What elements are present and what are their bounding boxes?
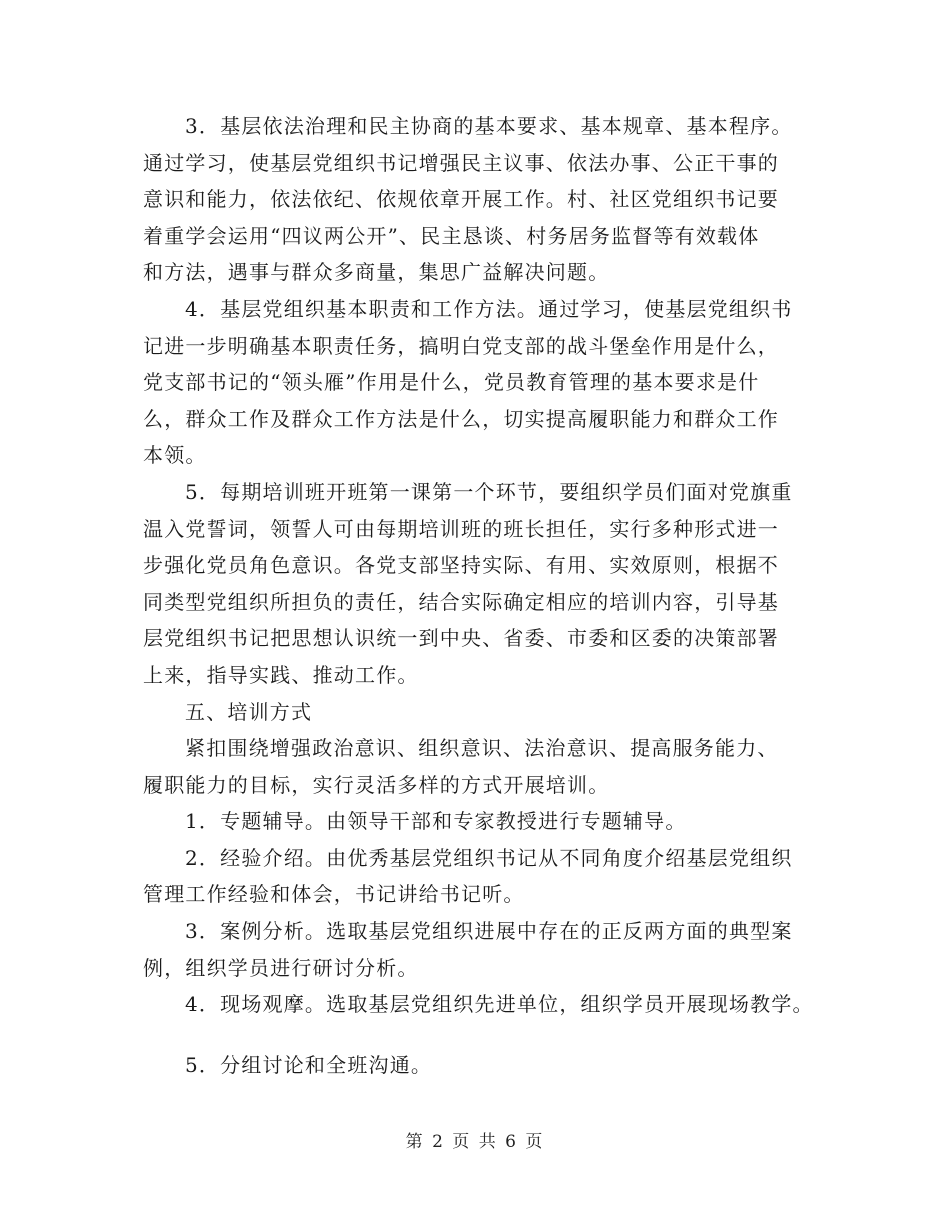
paragraph-line: 和方法，遇事与群众多商量，集思广益解决问题。: [143, 260, 610, 285]
paragraph-line: 例，组织学员进行研讨分析。: [143, 955, 419, 980]
paragraph-line: 上来，指导实践、推动工作。: [143, 662, 419, 687]
paragraph-line: 1．专题辅导。由领导干部和专家教授进行专题辅导。: [185, 809, 687, 834]
page-number-footer: 第 2 页 共 6 页: [405, 1132, 545, 1152]
paragraph-line: 本领。: [143, 443, 207, 468]
paragraph-line: 么，群众工作及群众工作方法是什么，切实提高履职能力和群众工作: [143, 406, 779, 431]
paragraph-line: 记进一步明确基本职责任务，搞明白党支部的战斗堡垒作用是什么，: [143, 333, 779, 358]
paragraph-line: 着重学会运用“四议两公开”、民主恳谈、村务居务监督等有效载体: [143, 223, 760, 248]
paragraph-line: 同类型党组织所担负的责任，结合实际确定相应的培训内容，引导基: [143, 589, 779, 614]
paragraph-line: 党支部书记的“领头雁”作用是什么，党员教育管理的基本要求是什: [143, 370, 760, 395]
blank-line: [143, 1023, 823, 1047]
paragraph-line: 温入党誓词，领誓人可由每期培训班的班长担任，实行多种形式进一: [143, 516, 779, 541]
paragraph-line: 层党组织书记把思想认识统一到中央、省委、市委和区委的决策部署: [143, 626, 779, 651]
paragraph-line: 5．每期培训班开班第一课第一个环节，要组织学员们面对党旗重: [185, 479, 793, 504]
paragraph-line: 通过学习，使基层党组织书记增强民主议事、依法办事、公正干事的: [143, 150, 779, 175]
paragraph-line: 紧扣围绕增强政治意识、组织意识、法治意识、提高服务能力、: [185, 736, 779, 761]
document-body: [143, 108, 823, 1083]
paragraph-line: 3．案例分析。选取基层党组织进展中存在的正反两方面的典型案: [185, 919, 793, 944]
paragraph-line: 4．现场观摩。选取基层党组织先进单位，组织学员开展现场教学。: [185, 992, 814, 1017]
paragraph-line: 步强化党员角色意识。各党支部坚持实际、有用、实效原则，根据不: [143, 553, 779, 578]
section-heading: 五、培训方式: [185, 699, 313, 724]
paragraph-line: 意识和能力，依法依纪、依规依章开展工作。村、社区党组织书记要: [143, 187, 779, 212]
paragraph-line: 5．分组讨论和全班沟通。: [185, 1052, 433, 1077]
paragraph-line: 4．基层党组织基本职责和工作方法。通过学习，使基层党组织书: [185, 296, 793, 321]
paragraph-line: 管理工作经验和体会，书记讲给书记听。: [143, 882, 525, 907]
paragraph-line: 3．基层依法治理和民主协商的基本要求、基本规章、基本程序。: [185, 114, 793, 138]
paragraph-line: 履职能力的目标，实行灵活多样的方式开展培训。: [143, 772, 610, 797]
paragraph-line: 2．经验介绍。由优秀基层党组织书记从不同角度介绍基层党组织: [185, 845, 793, 870]
